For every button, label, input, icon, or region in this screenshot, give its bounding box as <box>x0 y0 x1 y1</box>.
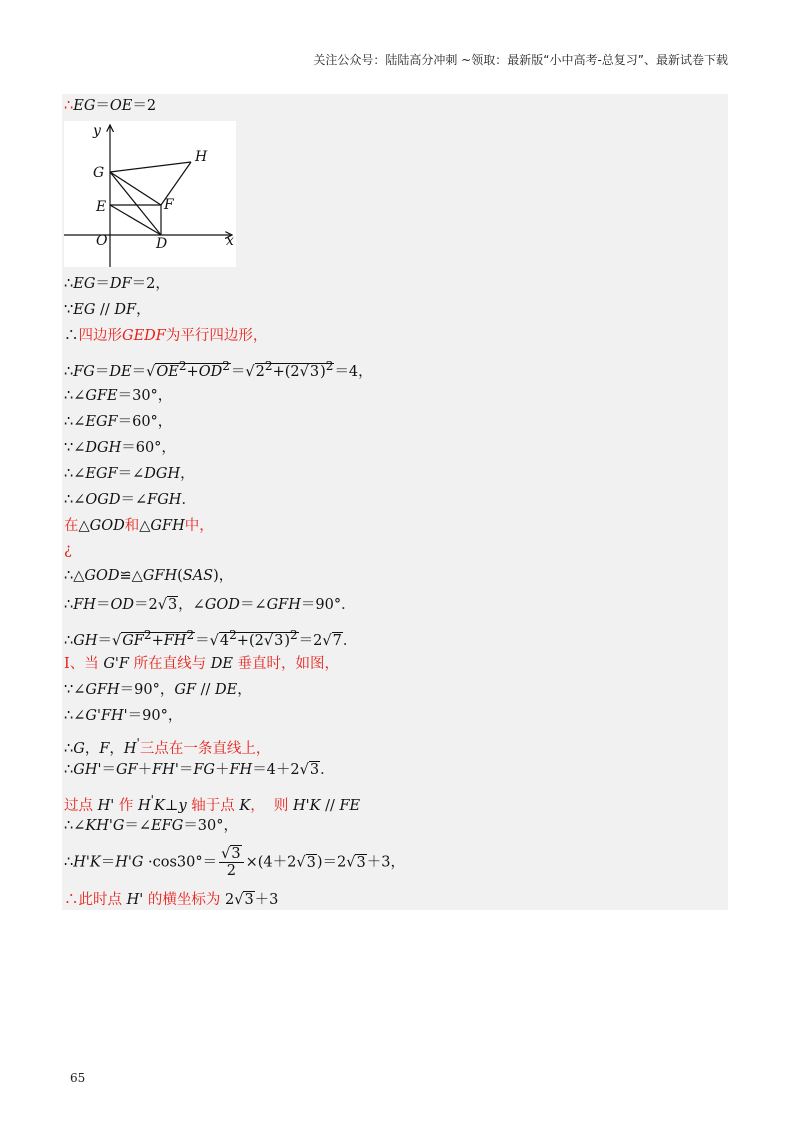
solution-line-16: Ⅰ、当 G'F 所在直线与 DE 垂直时，如图， <box>64 656 340 672</box>
label-E: E <box>96 199 107 215</box>
solution-line-4: ∴四边形GEDF为平行四边形， <box>64 328 268 344</box>
solution-line-8: ∵∠DGH＝60°， <box>64 440 176 456</box>
solution-line-24: ∴此时点 H' 的横坐标为 2√3＋3 <box>64 892 279 908</box>
label-G: G <box>93 165 105 181</box>
solution-line-17: ∵∠GFH＝90°，GF // DE， <box>64 682 252 698</box>
page-header: 关注公众号：陆陆高分冲刺 ~领取：最新版“小中高考-总复习”、最新试卷下载 <box>313 53 728 67</box>
solution-line-12: ¿ <box>64 542 72 558</box>
solution-line-9: ∴∠EGF＝∠DGH， <box>64 466 195 482</box>
solution-line-1: ∴EG＝OE＝2 <box>64 98 157 114</box>
solution-line-5: $\therefore FG=DE=√OE^2+OD^2=√2^2+(2√3)^2=4$， <box>64 359 373 380</box>
segment-GH <box>110 162 191 172</box>
solution-line-6: ∴∠GFE＝30°， <box>64 388 173 404</box>
solution-line-7: ∴∠EGF＝60°， <box>64 414 173 430</box>
solution-line-15: $\therefore GH=√GF^2+FH^2=√4^2+(2√3)^2=2√7$． <box>64 628 358 649</box>
solution-line-3: ∵EG // DF， <box>64 302 151 318</box>
solution-line-22: ∴∠KH'G＝∠EFG＝30°， <box>64 818 239 834</box>
solution-line-14: ∴FH＝OD＝2√3，∠GOD＝∠GFH＝90°． <box>64 597 356 613</box>
segment-ED <box>110 205 161 235</box>
solution-line-10: ∴∠OGD＝∠FGH． <box>64 492 196 508</box>
segment-GF <box>110 172 161 205</box>
coordinate-figure <box>64 121 236 267</box>
label-x: x <box>226 233 234 249</box>
label-H: H <box>195 149 208 165</box>
segment-GD <box>110 172 161 235</box>
solution-panel <box>62 94 728 910</box>
solution-line-21: 过点 H' 作 H'K⊥y 轴于点 K， 则 H'K // FE <box>64 793 361 814</box>
solution-line-23: ∴H'K＝H'G ·cos30°＝ $\frac{√3}{2}$ ×(4＋2√3)＝2√3＋3， <box>64 846 405 879</box>
geometry-diagram <box>64 121 236 267</box>
label-y: y <box>93 123 101 139</box>
page-number: 65 <box>70 1071 86 1085</box>
label-D: D <box>156 236 168 252</box>
label-F: F <box>164 197 174 213</box>
solution-line-18: ∴∠G'FH'＝90°， <box>64 708 183 724</box>
solution-line-11: 在△GOD和△GFH中， <box>64 518 214 534</box>
label-O: O <box>96 233 108 249</box>
solution-line-13: ∴△GOD≌△GFH(SAS)， <box>64 568 234 584</box>
solution-line-2: ∴EG＝DF＝2， <box>64 276 170 292</box>
solution-line-20: ∴GH'＝GF＋FH'＝FG＋FH＝4＋2√3． <box>64 762 335 778</box>
solution-line-19: ∴G，F，H'三点在一条直线上， <box>64 736 271 757</box>
